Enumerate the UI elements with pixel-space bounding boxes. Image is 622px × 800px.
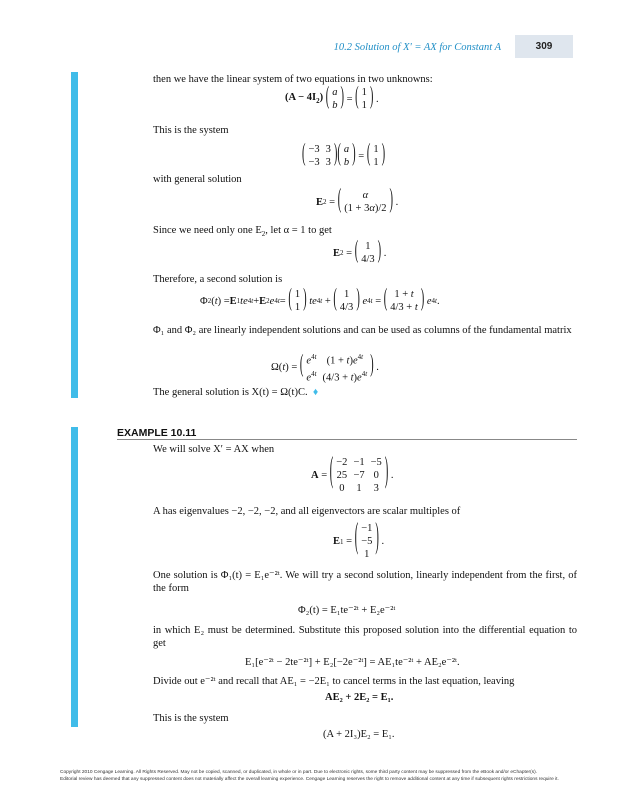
equation-eigen-system: $(A - 4I_2)$ ( a b ) = ( 1 1 ) . [285,84,379,111]
text-line: Therefore, a second solution is [153,274,283,285]
paragraph: in which E₂ must be determined. Substitute this proposed solution into the differential equation to get [153,625,577,649]
text-line [153,386,318,399]
margin-accent-bar [71,427,78,727]
paragraph: One solution is Φ₁(t) = E₁e⁻²ᵗ. We will try a second solution, linearly independent from the first, of the form [153,570,577,594]
text-line: Divide out e⁻²ᵗ and recall that AE₁ = −2E₁ to cancel terms in the last equation, leaving [153,676,515,687]
text-line: This is the system [153,125,229,136]
subscript: 2 [316,97,320,106]
equation-fundamental-matrix: Ω( t ) = ( $e^{4t}$ $(1 + t)e^{4t}$ $e^{4t}$ $(4/3 + t)e^{4t}$ ) . [271,352,379,383]
equation-ae2: AE₂ + 2E₂ = E₁. [325,692,394,703]
text-fragment: , let α = 1 to get [265,225,332,236]
text-line: This is the system [153,713,229,724]
equation-e2-value: E 2 = ( 1 4/3 ) . [333,238,387,265]
equation-general-solution: E 2 = ( α (1 + 3α)/2 ) . [316,185,399,215]
equation-substitution: E₁[e⁻²ᵗ − 2te⁻²ᵗ] + E₂[−2e⁻²ᵗ] = AE₁te⁻²ᵗ + AE₂e⁻²ᵗ. [245,657,460,668]
paragraph: Φ₁ and Φ₂ are linearly independent solutions and can be used as columns of the fundamental matrix [153,325,572,336]
equation-system-matrix: ( −3 3 −3 3 ) ( a b ) = ( 1 1 ) [302,141,386,168]
text-line: We will solve X′ = AX when [153,444,275,455]
equation-matrix-a: A = ( −2 −1 −5 25 −7 0 0 1 3 ) . [311,454,394,494]
margin-accent-bar [71,72,78,398]
eq-lhs: (A − 4I [285,92,317,104]
text-fragment: Since we need only one E [153,225,262,236]
text-fragment: The general solution is X(t) = Ω(t)C. [153,387,308,398]
end-of-example-icon: ♦ [312,387,319,398]
text-line: with general solution [153,174,242,185]
equation-second-solution: Φ 2 ( t ) = E 1 te 4t + E 2 e 4t = ( 1 1 ) te 4t + ( 1 4/3 ) e 4t = ( 1 + t 4/3 + t ) e 4t . [200,286,440,313]
running-header: 10.2 Solution of X' = AX for Constant A [333,42,501,53]
equation-phi2: Φ₂(t) = E₁te⁻²ᵗ + E₂e⁻²ᵗ [298,605,396,616]
equation-e1: E 1 = ( −1 −5 1 ) . [333,520,385,560]
example-label: EXAMPLE 10.11 [117,427,197,439]
text-line: Since we need only one $E_2$, let α = 1 to get [153,225,332,239]
copyright-footer: Copyright 2010 Cengage Learning. All Rights Reserved. May not be copied, scanned, or duplicated, in whole or in part. Due to electronic rights, some third party content may be suppressed from the eBook and/or eChapter(s). [60,770,538,775]
copyright-footer: Editorial review has deemed that any suppressed content does not materially affect the overall learning experience. Cengage Learning reserves the right to remove additional content at any time if subsequent rights restrictions require it. [60,777,559,782]
equation-final-system: (A + 2I₃)E₂ = E₁. [323,729,395,740]
example-divider [117,439,577,440]
text-line: A has eigenvalues −2, −2, −2, and all eigenvectors are scalar multiples of [153,506,461,517]
text-line: then we have the linear system of two equations in two unknowns: [153,74,433,85]
page-number: 309 [515,35,573,58]
